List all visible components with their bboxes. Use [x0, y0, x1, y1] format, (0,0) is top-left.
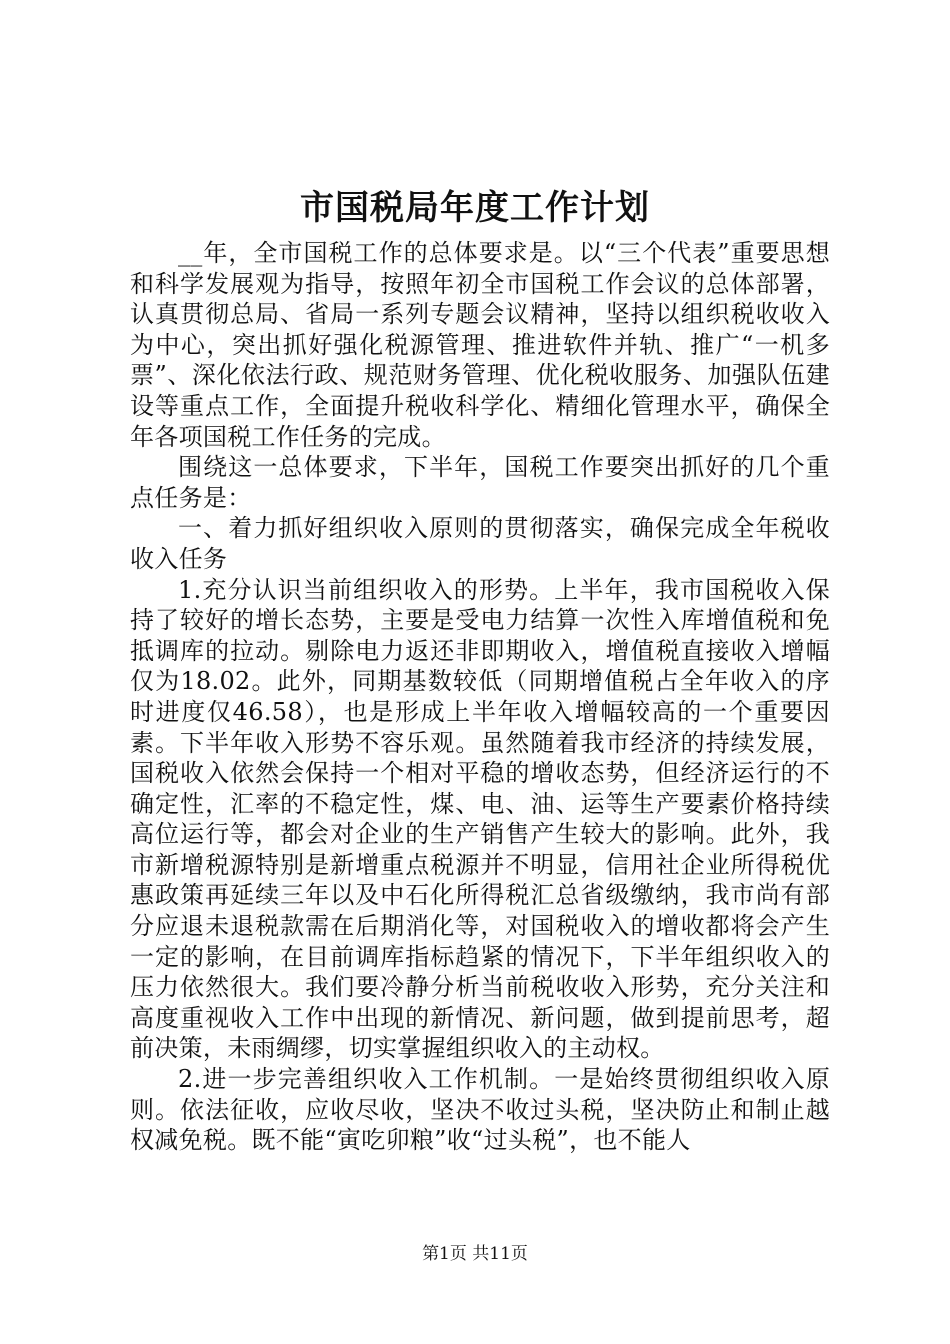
paragraph-overall-requirements: __年，全市国税工作的总体要求是。以“三个代表”重要思想和科学发展观为指导，按照年初全市国税工作会议的总体部署，认真贯彻总局、省局一系列专题会议精神，坚持以组织税收收入为中心，突出抓好强化税源管理、推进软件并轨、推广“一机多票”、深化依法行政、规范财务管理、优化税收服务、加强队伍建设等重点工作，全面提升税收科学化、精细化管理水平，确保全年各项国税工作任务的完成。: [130, 239, 830, 451]
document-title: 市国税局年度工作计划: [300, 188, 650, 228]
section-heading-1: 一、着力抓好组织收入原则的贯彻落实，确保完成全年税收收入任务: [130, 514, 830, 573]
page-footer: 第1页 共11页: [422, 1244, 528, 1264]
paragraph-revenue-mechanism: 2.进一步完善组织收入工作机制。一是始终贯彻组织收入原则。依法征收，应收尽收，坚决不收过头税，坚决防止和制止越权减免税。既不能“寅吃卯粮”收“过头税”，也不能人: [130, 1065, 830, 1155]
document-body: [130, 238, 830, 1156]
paragraph-key-tasks-intro: 围绕这一总体要求，下半年，国税工作要突出抓好的几个重点任务是：: [130, 453, 830, 512]
paragraph-revenue-situation: 1.充分认识当前组织收入的形势。上半年，我市国税收入保持了较好的增长态势，主要是受电力结算一次性入库增值税和免抵调库的拉动。剔除电力返还非即期收入，增值税直接收入增幅仅为18.02。此外，同期基数较低（同期增值税占全年收入的序时进度仅46.58），也是形成上半年收入增幅较高的一个重要因素。下半年收入形势不容乐观。虽然随着我市经济的持续发展，国税收入依然会保持一个相对平稳的增收态势，但经济运行的不确定性，汇率的不稳定性，煤、电、油、运等生产要素价格持续高位运行等，都会对企业的生产销售产生较大的影响。此外，我市新增税源特别是新增重点税源并不明显，信用社企业所得税优惠政策再延续三年以及中石化所得税汇总省级缴纳，我市尚有部分应退未退税款需在后期消化等，对国税收入的增收都将会产生一定的影响，在目前调库指标趋紧的情况下，下半年组织收入的压力依然很大。我们要冷静分析当前税收收入形势，充分关注和高度重视收入工作中出现的新情况、新问题，做到提前思考，超前决策，未雨绸缪，切实掌握组织收入的主动权。: [130, 575, 830, 1063]
